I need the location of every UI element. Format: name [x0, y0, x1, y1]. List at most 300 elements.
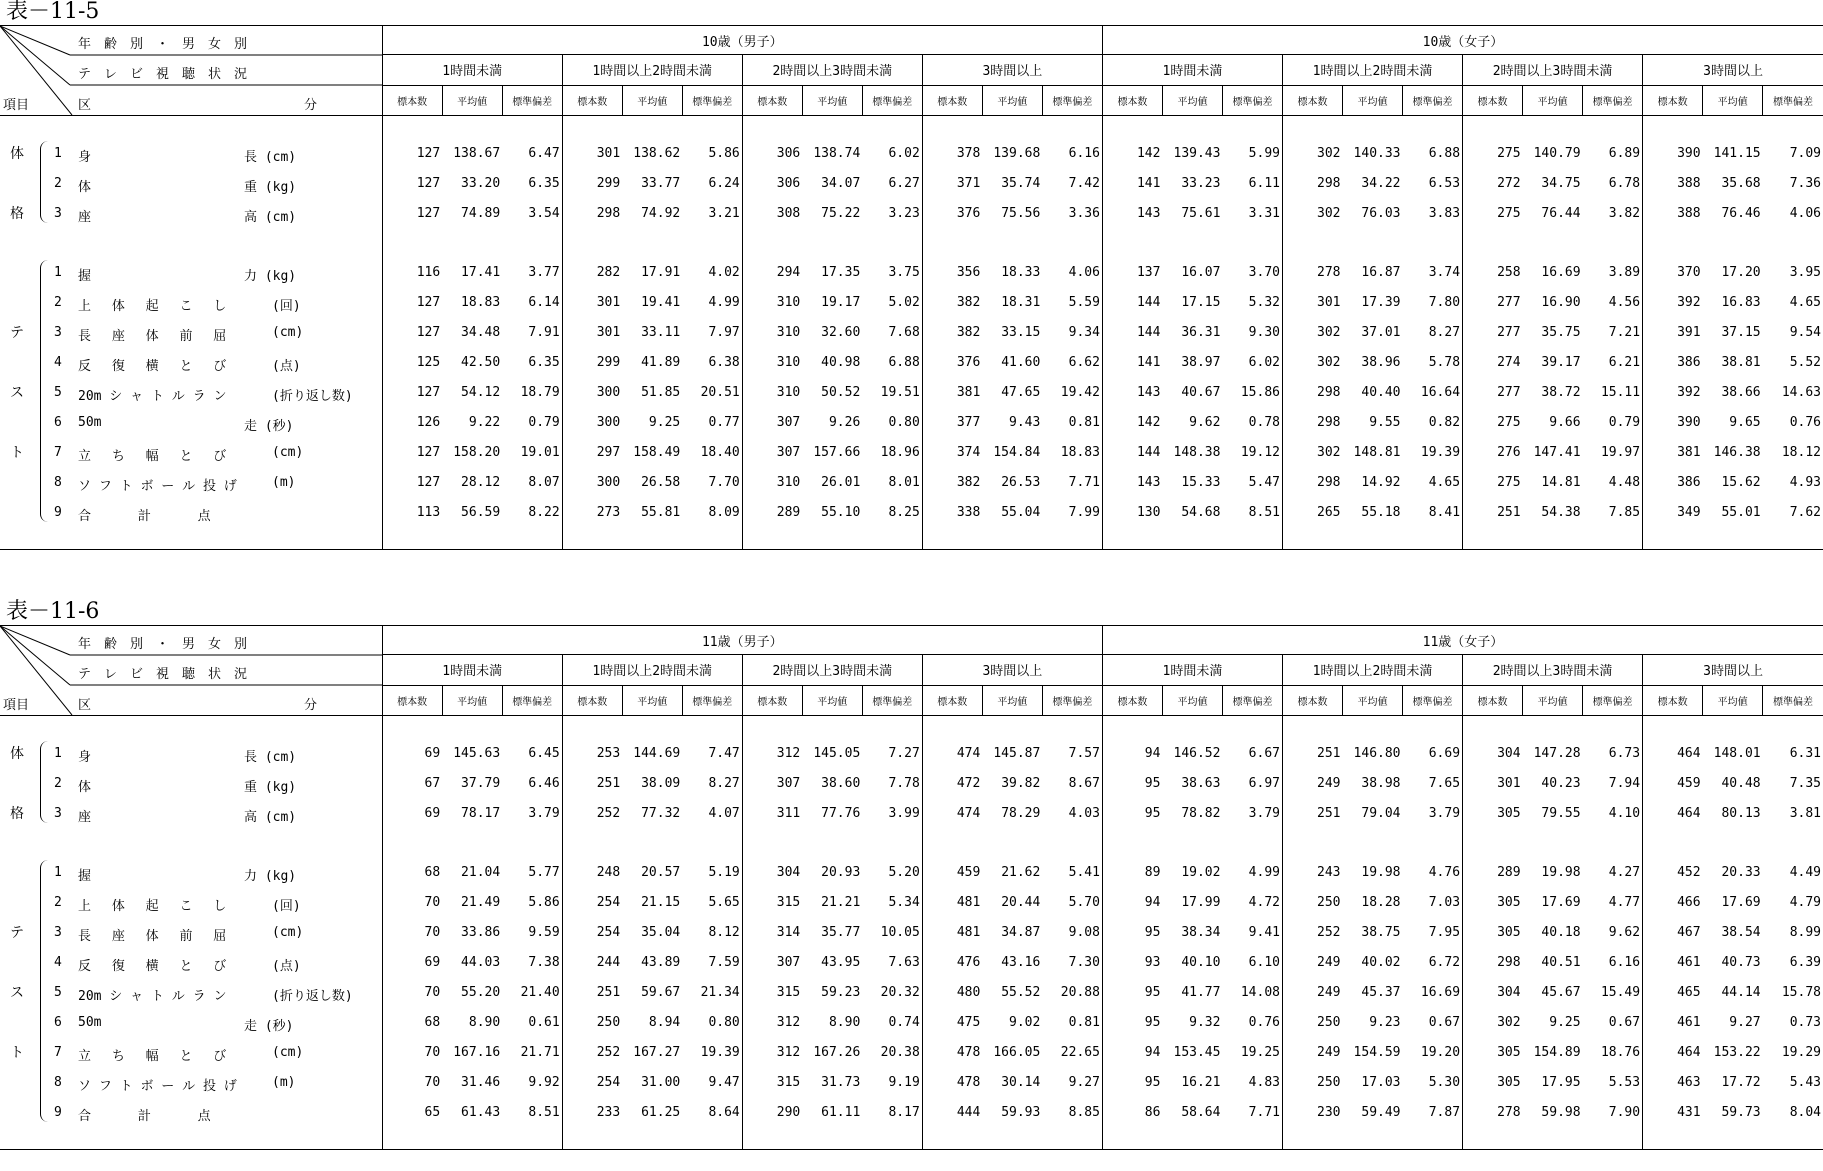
data-cell: 277 [1463, 318, 1523, 348]
data-cell: 40.10 [1181, 955, 1221, 970]
data-cell: 6.16 [1608, 955, 1641, 970]
data-cell: 3.79 [1248, 806, 1280, 821]
data-cell: 38.98 [1361, 776, 1401, 791]
data-cell: 7.71 [1068, 475, 1100, 490]
data-cell: 5.47 [1248, 475, 1280, 490]
data-cell: 3.75 [888, 265, 920, 280]
data-cell: 35.77 [821, 925, 861, 940]
data-cell: 21.49 [461, 895, 501, 910]
header-stat: 標本数 [1643, 85, 1703, 115]
data-cell: 59.49 [1361, 1105, 1401, 1120]
data-cell: 356 [922, 258, 982, 288]
data-cell: 3.74 [1428, 265, 1461, 280]
data-cell: 310 [742, 288, 802, 318]
data-cell: 94 [1102, 888, 1162, 918]
data-cell: 19.29 [1781, 1045, 1821, 1060]
data-cell: 258 [1463, 258, 1523, 288]
item-name: 体 [78, 179, 92, 195]
data-cell: 478 [922, 1038, 982, 1068]
data-cell: 4.06 [1789, 206, 1821, 221]
data-cell: 50.52 [821, 385, 861, 400]
data-cell: 54.38 [1541, 505, 1581, 520]
data-cell: 138.67 [453, 146, 501, 161]
data-cell: 7.68 [888, 325, 920, 340]
data-cell: 59.23 [821, 985, 861, 1000]
header-tv-group: 3時間以上 [922, 55, 1102, 85]
item-unit: (点) [272, 958, 301, 974]
data-cell: 19.01 [520, 445, 560, 460]
data-cell: 251 [562, 769, 622, 799]
data-cell: 158.20 [453, 445, 501, 460]
item-unit: (m) [272, 1074, 296, 1090]
data-cell: 39.82 [1001, 776, 1041, 791]
data-cell: 275 [1463, 199, 1523, 229]
data-cell: 300 [562, 378, 622, 408]
data-cell: 277 [1463, 288, 1523, 318]
item-unit: 長 (cm) [244, 149, 297, 165]
header-tv-group: 3時間以上 [1643, 655, 1823, 685]
data-cell: 18.76 [1600, 1045, 1641, 1060]
data-cell: 167.26 [813, 1045, 861, 1060]
data-cell: 138.62 [633, 146, 681, 161]
data-cell: 78.29 [1001, 806, 1041, 821]
data-cell: 32.60 [821, 325, 861, 340]
data-cell: 34.22 [1361, 176, 1401, 191]
data-cell: 7.85 [1608, 505, 1641, 520]
data-cell: 137 [1102, 258, 1162, 288]
data-cell: 9.47 [708, 1075, 740, 1090]
data-cell: 254 [562, 888, 622, 918]
data-cell: 307 [742, 769, 802, 799]
data-cell: 8.94 [648, 1015, 681, 1030]
data-cell: 290 [742, 1098, 802, 1128]
data-cell: 17.91 [641, 265, 681, 280]
data-cell: 4.99 [708, 295, 740, 310]
table-row [0, 438, 1823, 468]
data-cell: 14.92 [1361, 475, 1401, 490]
item-name: ソ フ ト ボ ー ル 投 げ [78, 478, 237, 494]
data-cell: 17.72 [1721, 1075, 1761, 1090]
data-cell: 9.30 [1248, 325, 1280, 340]
data-cell: 36.31 [1181, 325, 1221, 340]
data-cell: 6.67 [1248, 746, 1280, 761]
data-cell: 6.97 [1248, 776, 1280, 791]
data-cell: 452 [1643, 858, 1703, 888]
data-cell: 148.38 [1173, 445, 1221, 460]
data-cell: 38.09 [641, 776, 681, 791]
data-cell: 144 [1102, 318, 1162, 348]
data-cell: 51.85 [641, 385, 681, 400]
data-cell: 8.25 [888, 505, 920, 520]
data-cell: 9.65 [1729, 415, 1761, 430]
table-row [0, 799, 1823, 829]
data-cell: 6.62 [1068, 355, 1100, 370]
header-tv-group: 2時間以上3時間未満 [1463, 55, 1643, 85]
data-cell: 56.59 [461, 505, 501, 520]
data-cell: 153.22 [1713, 1045, 1761, 1060]
data-cell: 8.90 [468, 1015, 501, 1030]
item-name: 身 [78, 749, 235, 765]
data-cell: 250 [1282, 1068, 1342, 1098]
data-cell: 306 [742, 169, 802, 199]
data-cell: 35.75 [1541, 325, 1581, 340]
data-cell: 20.33 [1721, 865, 1761, 880]
item-name: 上 体 起 こ し [78, 898, 227, 914]
data-cell: 7.27 [888, 746, 920, 761]
data-cell: 474 [922, 799, 982, 829]
data-cell: 7.97 [708, 325, 740, 340]
stats-table [0, 625, 1823, 1150]
data-cell: 6.38 [708, 355, 740, 370]
category-test-label: テ [10, 325, 24, 341]
data-cell: 19.97 [1600, 445, 1641, 460]
item-unit: 高 (cm) [244, 809, 297, 825]
data-cell: 14.08 [1240, 985, 1280, 1000]
header-stat: 標本数 [1463, 85, 1523, 115]
data-cell: 77.32 [641, 806, 681, 821]
data-cell: 5.32 [1248, 295, 1280, 310]
data-cell: 126 [382, 408, 442, 438]
data-cell: 5.86 [528, 895, 560, 910]
data-cell: 299 [562, 348, 622, 378]
data-cell: 370 [1643, 258, 1703, 288]
data-cell: 6.78 [1608, 176, 1641, 191]
header-tv-group: 1時間未満 [382, 655, 562, 685]
category-physique-label: 体 [10, 746, 24, 762]
data-cell: 45.67 [1541, 985, 1581, 1000]
data-cell: 33.86 [461, 925, 501, 940]
data-cell: 314 [742, 918, 802, 948]
item-number: 9 [54, 1104, 62, 1120]
data-cell: 69 [382, 948, 442, 978]
header-stat: 平均値 [1523, 85, 1583, 115]
item-unit: (折り返し数) [272, 988, 353, 1004]
data-cell: 6.53 [1428, 176, 1461, 191]
data-cell: 249 [1282, 948, 1342, 978]
data-cell: 298 [1282, 378, 1342, 408]
data-cell: 249 [1282, 1038, 1342, 1068]
category-test-label: テ [10, 925, 24, 941]
data-cell: 8.04 [1789, 1105, 1821, 1120]
data-cell: 17.95 [1541, 1075, 1581, 1090]
data-cell: 9.27 [1068, 1075, 1100, 1090]
data-cell: 390 [1643, 408, 1703, 438]
data-cell: 386 [1643, 348, 1703, 378]
data-cell: 40.48 [1721, 776, 1761, 791]
data-cell: 8.90 [828, 1015, 861, 1030]
data-cell: 7.70 [708, 475, 740, 490]
data-cell: 20.44 [1001, 895, 1041, 910]
header-tv-group: 1時間未満 [1102, 655, 1282, 685]
data-cell: 474 [922, 739, 982, 769]
data-cell: 388 [1643, 169, 1703, 199]
data-cell: 16.69 [1541, 265, 1581, 280]
header-stat: 標本数 [1102, 85, 1162, 115]
data-cell: 18.33 [1001, 265, 1041, 280]
data-cell: 76.03 [1361, 206, 1401, 221]
data-cell: 61.11 [821, 1105, 861, 1120]
table-row [0, 139, 1823, 169]
data-cell: 9.62 [1189, 415, 1221, 430]
data-cell: 7.57 [1068, 746, 1100, 761]
data-cell: 315 [742, 978, 802, 1008]
header-stat: 標準偏差 [1763, 85, 1823, 115]
header-stat: 標本数 [1282, 685, 1342, 715]
data-cell: 28.12 [461, 475, 501, 490]
data-cell: 43.89 [641, 955, 681, 970]
data-cell: 249 [1282, 769, 1342, 799]
data-cell: 310 [742, 318, 802, 348]
data-cell: 250 [562, 1008, 622, 1038]
data-cell: 154.89 [1533, 1045, 1581, 1060]
header-stat: 標本数 [742, 685, 802, 715]
data-cell: 465 [1643, 978, 1703, 1008]
data-cell: 3.81 [1789, 806, 1821, 821]
data-cell: 0.81 [1068, 415, 1100, 430]
data-cell: 3.79 [528, 806, 560, 821]
data-cell: 8.41 [1428, 505, 1461, 520]
data-cell: 21.62 [1001, 865, 1041, 880]
table-row [0, 1068, 1823, 1098]
table-row [0, 888, 1823, 918]
data-cell: 7.80 [1428, 295, 1461, 310]
data-cell: 9.55 [1369, 415, 1401, 430]
data-cell: 9.22 [468, 415, 501, 430]
data-cell: 16.90 [1541, 295, 1581, 310]
data-cell: 78.82 [1181, 806, 1221, 821]
item-name: 20m シ ャ ト ル ラ ン [78, 388, 227, 404]
data-cell: 6.16 [1068, 146, 1100, 161]
data-cell: 6.35 [528, 176, 560, 191]
data-cell: 464 [1643, 799, 1703, 829]
data-cell: 145.05 [813, 746, 861, 761]
data-cell: 15.62 [1721, 475, 1761, 490]
header-stat: 平均値 [982, 685, 1042, 715]
header-tv-group: 1時間以上2時間未満 [562, 55, 742, 85]
data-cell: 251 [562, 978, 622, 1008]
item-unit: 力 (kg) [244, 268, 297, 284]
item-number: 9 [54, 504, 62, 520]
data-cell: 20.88 [1060, 985, 1100, 1000]
data-cell: 54.12 [461, 385, 501, 400]
data-cell: 7.99 [1068, 505, 1100, 520]
header-male: 11歳（男子） [382, 626, 1102, 655]
data-cell: 7.35 [1789, 776, 1821, 791]
data-cell: 42.50 [461, 355, 501, 370]
data-cell: 7.90 [1608, 1105, 1641, 1120]
item-number: 6 [54, 1014, 62, 1030]
data-cell: 289 [742, 498, 802, 528]
data-cell: 302 [1282, 438, 1342, 468]
data-cell: 10.05 [880, 925, 920, 940]
data-cell: 3.31 [1248, 206, 1280, 221]
data-cell: 47.65 [1001, 385, 1041, 400]
item-number: 3 [54, 805, 62, 821]
data-cell: 3.36 [1068, 206, 1100, 221]
data-cell: 7.65 [1428, 776, 1461, 791]
data-cell: 8.67 [1068, 776, 1100, 791]
data-cell: 6.24 [708, 176, 740, 191]
data-cell: 77.76 [821, 806, 861, 821]
data-cell: 299 [562, 169, 622, 199]
data-cell: 305 [1463, 918, 1523, 948]
item-name: 合 計 点 [78, 508, 211, 524]
data-cell: 275 [1463, 139, 1523, 169]
data-cell: 382 [922, 468, 982, 498]
data-cell: 300 [562, 408, 622, 438]
data-cell: 3.79 [1428, 806, 1461, 821]
data-cell: 306 [742, 139, 802, 169]
data-cell: 304 [1463, 978, 1523, 1008]
data-cell: 21.04 [461, 865, 501, 880]
data-cell: 140.33 [1353, 146, 1401, 161]
data-cell: 37.15 [1721, 325, 1761, 340]
data-cell: 302 [1282, 139, 1342, 169]
data-cell: 9.43 [1009, 415, 1041, 430]
data-cell: 4.48 [1608, 475, 1641, 490]
header-stat: 標準偏差 [1222, 685, 1282, 715]
data-cell: 251 [1282, 739, 1342, 769]
data-cell: 5.30 [1428, 1075, 1461, 1090]
data-cell: 5.52 [1789, 355, 1821, 370]
item-number: 5 [54, 384, 62, 400]
header-stat: 平均値 [1162, 685, 1222, 715]
data-cell: 8.12 [708, 925, 740, 940]
data-cell: 9.41 [1248, 925, 1280, 940]
data-cell: 5.43 [1789, 1075, 1821, 1090]
data-cell: 40.73 [1721, 955, 1761, 970]
brace [40, 141, 51, 223]
data-cell: 250 [1282, 888, 1342, 918]
data-cell: 95 [1102, 978, 1162, 1008]
data-cell: 79.04 [1361, 806, 1401, 821]
data-cell: 8.01 [888, 475, 920, 490]
data-cell: 138.74 [813, 146, 861, 161]
item-number: 2 [54, 175, 62, 191]
data-cell: 18.96 [880, 445, 920, 460]
data-cell: 9.23 [1369, 1015, 1401, 1030]
brace [40, 741, 51, 823]
data-cell: 301 [562, 318, 622, 348]
header-stat: 標本数 [382, 85, 442, 115]
item-name: 座 [78, 209, 92, 225]
data-cell: 6.47 [528, 146, 560, 161]
data-cell: 9.59 [528, 925, 560, 940]
data-cell: 381 [922, 378, 982, 408]
item-unit: 高 (cm) [244, 209, 297, 225]
data-cell: 38.63 [1181, 776, 1221, 791]
data-cell: 4.65 [1789, 295, 1821, 310]
table-row [0, 468, 1823, 498]
data-cell: 141 [1102, 169, 1162, 199]
data-cell: 481 [922, 888, 982, 918]
data-cell: 18.31 [1001, 295, 1041, 310]
header-stat: 標準偏差 [1403, 685, 1463, 715]
data-cell: 19.41 [641, 295, 681, 310]
data-cell: 21.40 [520, 985, 560, 1000]
data-cell: 0.82 [1428, 415, 1461, 430]
data-cell: 75.56 [1001, 206, 1041, 221]
data-cell: 5.65 [708, 895, 740, 910]
data-cell: 3.89 [1608, 265, 1641, 280]
item-name: 握 [78, 868, 92, 884]
data-cell: 3.95 [1789, 265, 1821, 280]
data-cell: 148.01 [1713, 746, 1761, 761]
data-cell: 15.49 [1600, 985, 1641, 1000]
category-physique-label: 格 [10, 806, 24, 822]
header-tv-group: 2時間以上3時間未満 [742, 655, 922, 685]
data-cell: 19.02 [1181, 865, 1221, 880]
data-cell: 37.01 [1361, 325, 1401, 340]
data-cell: 9.34 [1068, 325, 1100, 340]
item-name: ソ フ ト ボ ー ル 投 げ [78, 1078, 237, 1094]
item-unit: 重 (kg) [244, 179, 297, 195]
data-cell: 0.67 [1608, 1015, 1641, 1030]
data-cell: 6.14 [528, 295, 560, 310]
data-cell: 7.71 [1248, 1105, 1280, 1120]
item-name: 長 座 体 前 屈 [78, 928, 227, 944]
data-cell: 7.95 [1428, 925, 1461, 940]
table-row [0, 1098, 1823, 1128]
category-physique-label: 体 [10, 146, 24, 162]
data-cell: 68 [382, 1008, 442, 1038]
data-cell: 38.54 [1721, 925, 1761, 940]
item-number: 4 [54, 954, 62, 970]
data-cell: 35.68 [1721, 176, 1761, 191]
data-cell: 476 [922, 948, 982, 978]
data-cell: 70 [382, 888, 442, 918]
header-stat: 標本数 [1463, 685, 1523, 715]
data-cell: 22.65 [1060, 1045, 1100, 1060]
data-cell: 5.78 [1428, 355, 1461, 370]
data-cell: 377 [922, 408, 982, 438]
data-cell: 5.86 [708, 146, 740, 161]
data-cell: 464 [1643, 1038, 1703, 1068]
item-number: 2 [54, 294, 62, 310]
item-number: 3 [54, 324, 62, 340]
data-cell: 33.15 [1001, 325, 1041, 340]
data-cell: 7.87 [1428, 1105, 1461, 1120]
data-cell: 4.76 [1428, 865, 1461, 880]
data-cell: 478 [922, 1068, 982, 1098]
data-cell: 475 [922, 1008, 982, 1038]
data-cell: 16.69 [1420, 985, 1461, 1000]
data-cell: 143 [1102, 199, 1162, 229]
data-cell: 4.07 [708, 806, 740, 821]
item-name: 握 [78, 268, 92, 284]
table-row [0, 769, 1823, 799]
header-stat: 平均値 [1703, 685, 1763, 715]
data-cell: 19.17 [821, 295, 861, 310]
item-name: 20m シ ャ ト ル ラ ン [78, 988, 227, 1004]
data-cell: 17.69 [1541, 895, 1581, 910]
data-cell: 301 [1463, 769, 1523, 799]
item-name: 上 体 起 こ し [78, 298, 227, 314]
header-tv-group: 2時間以上3時間未満 [742, 55, 922, 85]
data-cell: 33.11 [641, 325, 681, 340]
table-row [0, 169, 1823, 199]
data-cell: 157.66 [813, 445, 861, 460]
data-cell: 59.93 [1001, 1105, 1041, 1120]
data-cell: 5.41 [1068, 865, 1100, 880]
data-cell: 459 [922, 858, 982, 888]
data-cell: 0.76 [1789, 415, 1821, 430]
data-cell: 34.87 [1001, 925, 1041, 940]
data-cell: 338 [922, 498, 982, 528]
data-cell: 0.76 [1248, 1015, 1280, 1030]
item-number: 3 [54, 205, 62, 221]
data-cell: 4.10 [1608, 806, 1641, 821]
